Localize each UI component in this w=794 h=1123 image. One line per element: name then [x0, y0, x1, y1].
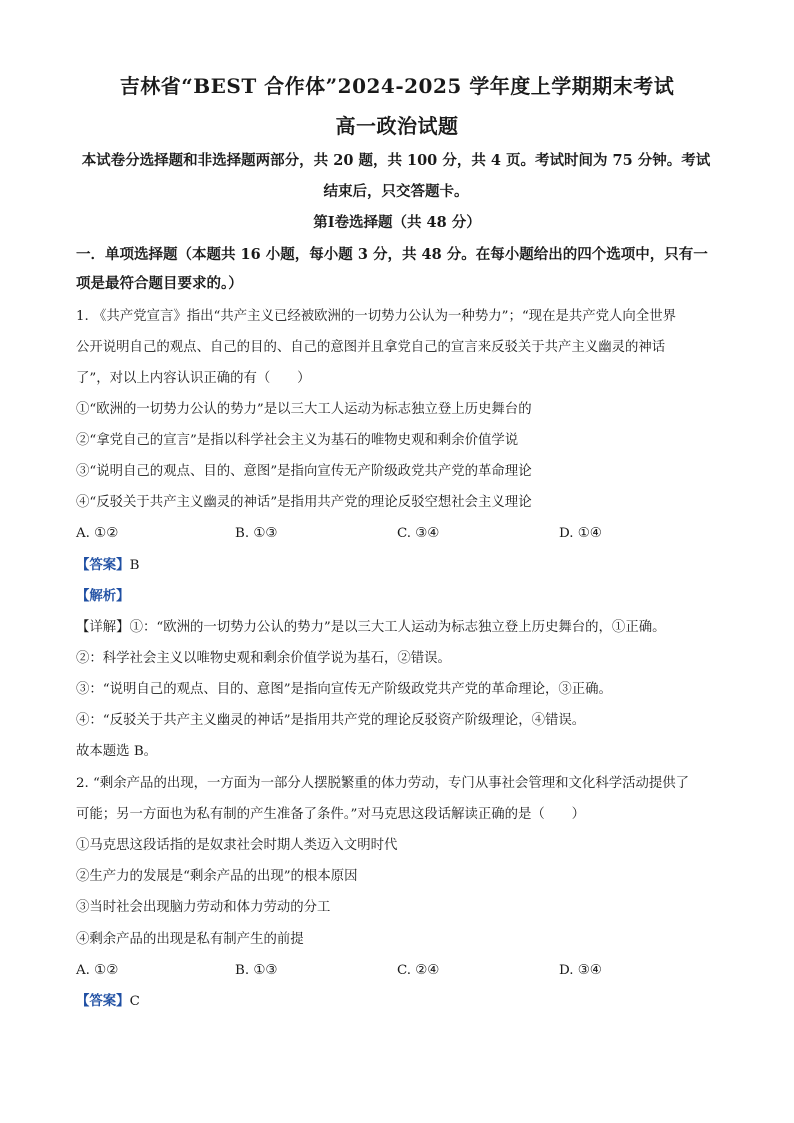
q2-statement-1: ①马克思这段话指的是奴隶社会时期人类迈入文明时代	[76, 838, 398, 853]
q2-statement-2: ②生产力的发展是“剩余产品的出现”的根本原因	[76, 869, 358, 884]
q2-option-c: C. ②④	[397, 963, 440, 978]
q1-answer	[76, 555, 721, 576]
answer-tag: 【答案】	[76, 993, 130, 1009]
answer-value: B	[129, 558, 140, 573]
q1-stem-line-3: 了”，对以上内容认识正确的有（ ）	[76, 371, 311, 386]
q1-statement-4: ④“反驳关于共产主义幽灵的神话”是指用共产党的理论反驳空想社会主义理论	[76, 495, 532, 510]
q2-option-d: D. ③④	[559, 963, 602, 978]
q1-statement-1: ①“欧洲的一切势力公认的势力”是以三大工人运动为标志独立登上历史舞台的	[76, 402, 532, 417]
q1-stem-line-1: 1. 《共产党宣言》指出“共产主义已经被欧洲的一切势力公认为一种势力”；“现在是共产党人向全世界	[76, 309, 676, 324]
q2-option-b: B. ①③	[235, 963, 278, 978]
q2-stem-line-1: 2. “剩余产品的出现，一方面为一部分人摆脱繁重的体力劳动，专门从事社会管理和文化科学活动提供了	[76, 776, 690, 791]
exam-subject: 高一政治试题	[335, 114, 459, 138]
q1-statement-2: ②“拿党自己的宣言”是指以科学社会主义为基石的唯物史观和剩余价值学说	[76, 433, 519, 448]
detail-tag: 【详解】	[76, 620, 130, 635]
q1-option-c: C. ③④	[397, 526, 440, 541]
q1-detail-1	[76, 618, 721, 638]
q1-option-a: A. ①②	[76, 526, 119, 541]
detail-text: ①：“欧洲的一切势力公认的势力”是以三大工人运动为标志独立登上历史舞台的，①正确。	[129, 620, 666, 635]
q2-answer	[76, 991, 721, 1012]
part-heading: 一．单项选择题（本题共 16 小题，每小题 3 分，共 48 分。在每小题给出的四个选项中，只有一项是最符合题目要求的。）	[76, 246, 708, 292]
q2-stem-line-2: 可能；另一方面也为私有制的产生准备了条件。”对马克思这段话解读正确的是（ ）	[76, 807, 585, 822]
q2-statement-4: ④剩余产品的出现是私有制产生的前提	[76, 932, 304, 947]
exam-title: 吉林省“BEST 合作体”2024-2025 学年度上学期期末考试	[119, 74, 675, 98]
q1-detail-4: ④：“反驳关于共产主义幽灵的神话”是指用共产党的理论反驳资产阶级理论，④错误。	[76, 713, 586, 728]
exam-instructions: 本试卷分选择题和非选择题两部分，共 20 题，共 100 分，共 4 页。考试时间为 75 分钟。考试结束后，只交答题卡。	[81, 152, 711, 200]
q1-statement-3: ③“说明自己的观点、目的、意图”是指向宣传无产阶级政党共产党的革命理论	[76, 464, 532, 479]
q1-stem-line-2: 公开说明自己的观点、自己的目的、自己的意图并且拿党自己的宣言来反驳关于共产主义幽灵的神话	[76, 340, 666, 355]
q1-option-d: D. ①④	[559, 526, 602, 541]
q2-option-a: A. ①②	[76, 963, 119, 978]
answer-value: C	[129, 994, 140, 1009]
answer-tag: 【答案】	[76, 557, 130, 573]
q1-option-b: B. ①③	[235, 526, 278, 541]
q1-detail-2: ②：科学社会主义以唯物史观和剩余价值学说为基石，②错误。	[76, 651, 451, 666]
section-heading: 第Ⅰ卷选择题（共 48 分）	[313, 214, 481, 231]
q1-conclusion: 故本题选 B。	[76, 744, 158, 759]
q2-statement-3: ③当时社会出现脑力劳动和体力劳动的分工	[76, 900, 331, 915]
analysis-tag: 【解析】	[76, 588, 130, 604]
q1-analysis	[76, 586, 721, 607]
q1-detail-3: ③：“说明自己的观点、目的、意图”是指向宣传无产阶级政党共产党的革命理论，③正确。	[76, 682, 612, 697]
